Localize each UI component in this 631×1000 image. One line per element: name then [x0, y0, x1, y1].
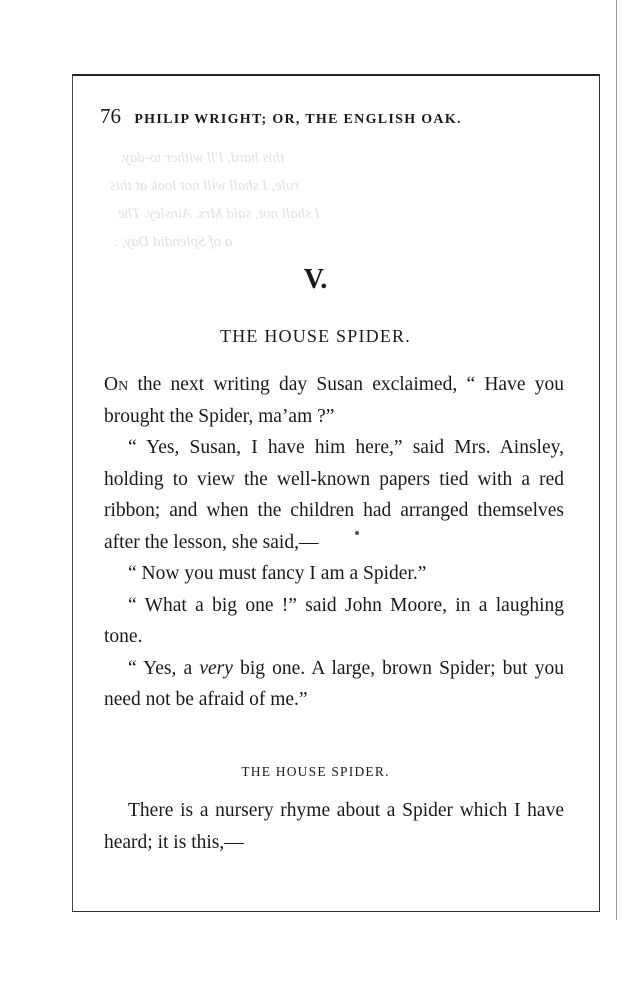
paragraph	[104, 369, 564, 432]
emphasis-text: very	[199, 657, 233, 679]
chapter-body	[104, 369, 564, 716]
paragraph-text: the next writing day Susan exclaimed, “ Have you brought the Spider, ma’am ?”	[104, 374, 564, 427]
paragraph: “ Now you must fancy I am a Spider.”	[128, 563, 427, 584]
paragraph: “ What a big one !” said John Moore, in a laughing tone.	[104, 594, 564, 647]
page-edge-rule	[616, 0, 617, 920]
drop-word: On	[104, 374, 129, 395]
show-through-text: rule, I shall will not look at this	[110, 178, 300, 194]
paragraph-text: big one. A large, brown Spider; but you need not be afraid of me.”	[104, 657, 564, 710]
show-through-text: I shall not, said Mrs. Ainsley. The	[118, 206, 320, 222]
running-head	[100, 104, 540, 129]
paragraph	[104, 653, 564, 716]
paragraph: “ Yes, Susan, I have him here,” said Mrs. Ainsley, holding to view the well-known papers tied with a red ribbon; and when the children had arranged themselves after the lesson, she said,—	[104, 437, 564, 553]
paragraph-text: “ Yes, a	[128, 657, 200, 679]
ink-speck	[355, 531, 359, 535]
show-through-text: this hard, I'll wither to-day.	[120, 150, 285, 166]
page-number: 76	[100, 104, 121, 128]
section-body	[104, 795, 564, 858]
paragraph: There is a nursery rhyme about a Spider which I have heard; it is this,—	[104, 800, 564, 853]
chapter-number: V.	[303, 264, 328, 295]
chapter-title: THE HOUSE SPIDER.	[220, 326, 411, 346]
running-title: PHILIP WRIGHT; OR, THE ENGLISH OAK.	[134, 112, 462, 127]
section-heading: THE HOUSE SPIDER.	[241, 764, 390, 779]
show-through-text: a of Splendid Day, .	[114, 234, 233, 250]
